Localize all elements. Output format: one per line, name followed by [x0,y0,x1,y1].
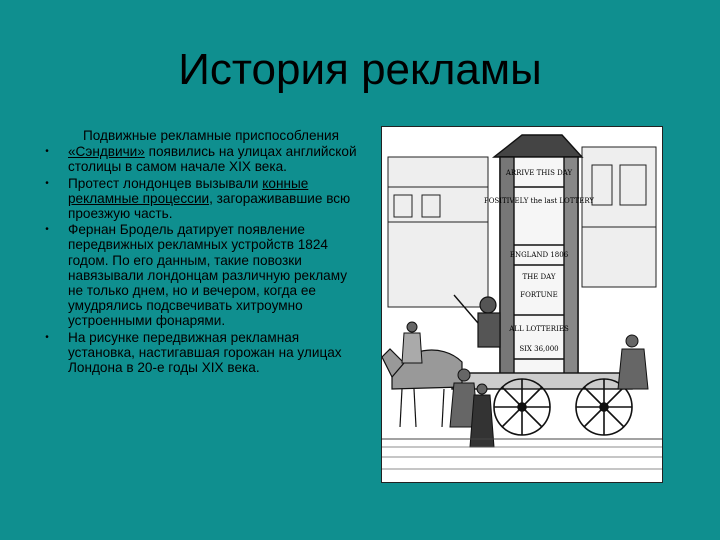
advertising-cart-illustration [381,126,663,483]
bullet-lead: конные рекламные процессии, [68,175,309,206]
bullet-item [40,144,360,174]
poster-text: THE DAY [522,273,556,281]
bullet-pre: Протест лондонцев вызывали [68,175,263,191]
bullet-text: На рисунке передвижная рекламная установка, настигавшая горожан на улицах Лондона в 20-е годы XIX века. [68,329,342,376]
bullet-item [40,330,360,376]
slide-body [40,128,360,376]
poster-text: FORTUNE [520,291,558,299]
slide-subtitle: Подвижные рекламные приспособления [82,128,340,143]
bullet-item [40,222,360,328]
bullet-list [40,144,360,375]
bullet-text: загораживавшие всю проезжую часть. [68,190,351,222]
poster-text: ENGLAND 1806 [509,251,569,259]
bullet-text: Фернан Бродель датирует появление передвижных рекламных устройств 1824 годом. По его данным, такие повозки навязывали лондонцам различную рекламу не только днем, но и вечером, когда ее умудрялись подсвечивать хитроумно устроенными фонарями. [68,222,347,329]
bullet-dot-icon: • [45,146,49,158]
bullet-text: появились на улицах английской столицы в самом начале XIX века. [68,144,357,175]
bullet-dot-icon: • [45,224,49,236]
bullet-item [40,176,360,222]
poster-text: SIX 36,000 [519,345,559,353]
poster-text: POSITIVELY the last LOTTERY [483,197,595,205]
bullet-dot-icon: • [45,177,49,189]
slide-title: История рекламы [178,45,542,94]
poster-text: ARRIVE THIS DAY [505,169,573,177]
bullet-lead: «Сэндвичи» [68,144,145,160]
poster-text: ALL LOTTERIES [509,325,569,333]
engraving-drawing [382,127,662,482]
bullet-dot-icon: • [45,331,49,343]
